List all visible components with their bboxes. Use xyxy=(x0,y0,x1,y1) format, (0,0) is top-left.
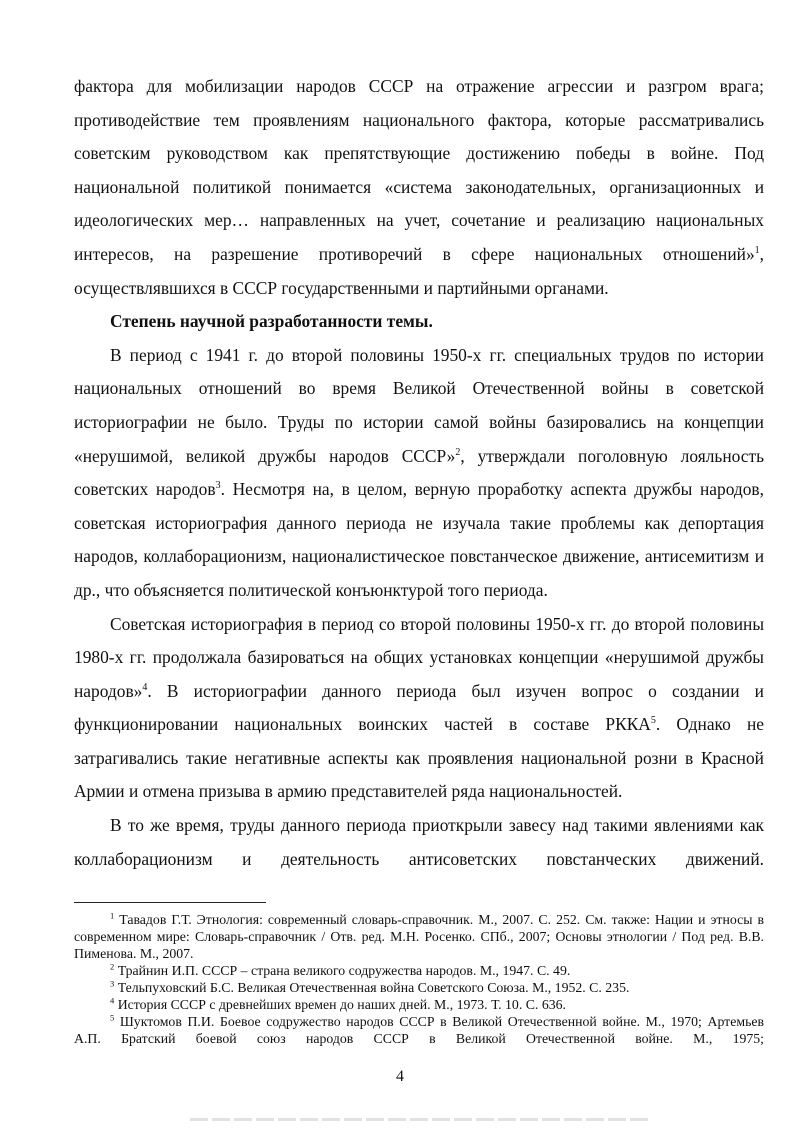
document-page xyxy=(74,70,764,1047)
footnote-ref[interactable]: 3 xyxy=(215,480,221,492)
footnote-number: 2 xyxy=(110,961,115,972)
footnote-text: Шуктомов П.И. Боевое содружество народов СССР в Великой Отечественной войне. М., 1970; Артемьев А.П. Братский боевой союз народов СССР в Великой Отечественной войне. М., 1975; xyxy=(74,1014,764,1047)
footnote-number: 3 xyxy=(110,978,115,989)
paragraph-text: В период с 1941 г. до второй половины 1950-х гг. специальных трудов по истории национальных отношений во время Великой Отечественной войны в советской историографии не было. Труды по истории самой войны базировались на концепции «нерушимой, великой дружбы народов СССР» xyxy=(74,344,764,466)
footnote-1 xyxy=(74,911,764,962)
page-number: 4 xyxy=(396,1068,404,1085)
footnote-4 xyxy=(74,996,764,1013)
scan-artifact xyxy=(190,1118,650,1121)
paragraph-continuation xyxy=(74,70,764,305)
paragraph-text: Советская историография в период со второй половины 1950-х гг. до второй половины 1980-х гг. продолжала базироваться на общих установках концепции «нерушимой дружбы народов» xyxy=(74,613,764,701)
footnotes xyxy=(74,911,764,1047)
footnote-text: Трайнин И.П. СССР – страна великого содружества народов. М., 1947. С. 49. xyxy=(114,963,571,979)
footnote-ref[interactable]: 2 xyxy=(455,446,461,458)
footnote-text: Тельпуховский Б.С. Великая Отечественная война Советского Союза. М., 1952. С. 235. xyxy=(114,980,630,996)
paragraph-historiography-1941 xyxy=(74,339,764,608)
footnote-number: 1 xyxy=(110,910,115,921)
paragraph-text: . Однако не затрагивались такие негативные аспекты как проявления национальной розни в Красной Армии и отмена призыва в армию представителей ряда национальностей. xyxy=(74,714,764,802)
paragraph-text: . Несмотря на, в целом, верную проработку аспекта дружбы народов, советская историография данного периода не изучала такие проблемы как депортация народов, коллаборационизм, националистическое повстанческое движение, антисемитизм и др., что объясняется политической конъюнктурой того периода. xyxy=(74,479,764,600)
footnote-number: 5 xyxy=(110,1012,115,1023)
footnote-5 xyxy=(74,1013,764,1047)
footnote-ref[interactable]: 5 xyxy=(650,715,656,727)
section-heading: Степень научной разработанности темы. xyxy=(110,311,433,332)
paragraph-historiography-1950s xyxy=(74,608,764,810)
paragraph-text: , осуществлявшихся в СССР государственными и партийными органами. xyxy=(74,243,764,298)
paragraph-text: . В историографии данного периода был изучен вопрос о создании и функционировании национальных воинских частей в составе РККА xyxy=(74,680,764,735)
paragraph-collaborationism: В то же время, труды данного периода приоткрыли завесу над такими явлениями как коллаборационизм и деятельность антисоветских повстанческих движений. xyxy=(74,815,764,869)
footnote-divider xyxy=(74,902,266,903)
footnote-ref[interactable]: 1 xyxy=(754,245,760,257)
footnote-2 xyxy=(74,962,764,979)
paragraph-text: фактора для мобилизации народов СССР на отражение агрессии и разгром врага; противодействие тем проявлениям национального фактора, которые рассматривались советским руководством как препятствующие достижению победы в войне. Под национальной политикой понимается «система законодательных, организационных и идеологических мер… направленных на учет, сочетание и реализацию национальных интересов, на разрешение противоречий в сфере национальных отношений» xyxy=(74,76,764,264)
footnote-ref[interactable]: 4 xyxy=(142,681,148,693)
footnote-3 xyxy=(74,979,764,996)
footnote-text: История СССР с древнейших времен до наших дней. М., 1973. Т. 10. С. 636. xyxy=(114,997,566,1013)
footnote-number: 4 xyxy=(110,995,115,1006)
footnote-text: Тавадов Г.Т. Этнология: современный словарь-справочник. М., 2007. С. 252. См. также: Нации и этносы в современном мире: Словарь-справочник / Отв. ред. М.Н. Росенко. СПб., 2007; Основы этнологии / Под ред. В.В. Пименова. М., 2007. xyxy=(74,912,764,962)
paragraph-text: , утверждали поголовную лояльность советских народов xyxy=(74,445,764,500)
